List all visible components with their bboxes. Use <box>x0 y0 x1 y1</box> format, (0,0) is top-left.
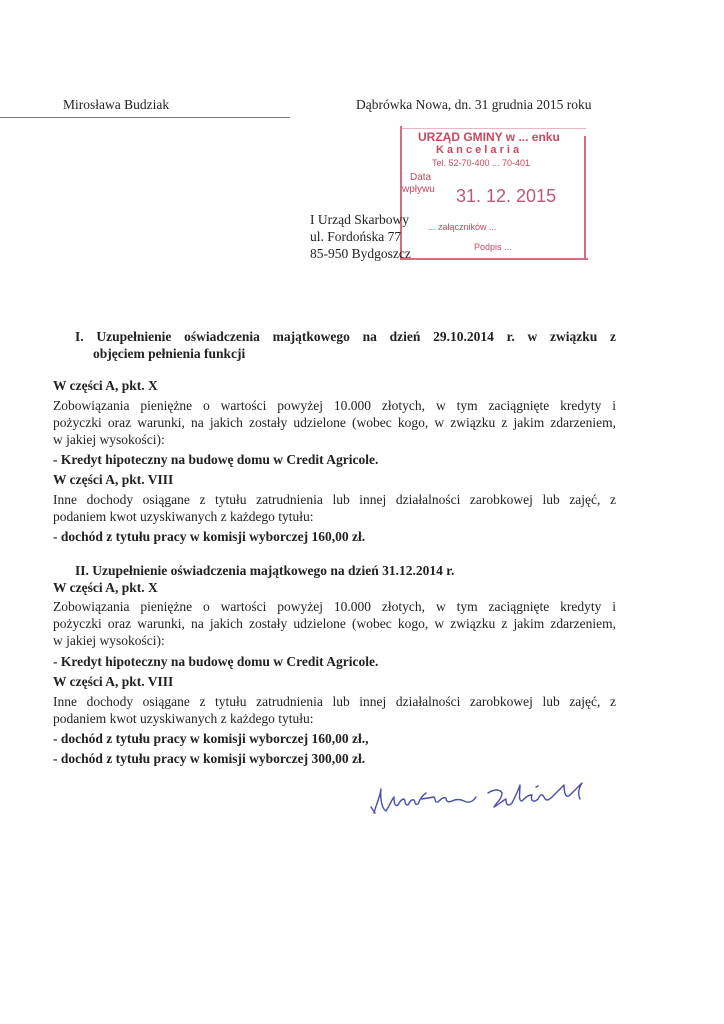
handwritten-signature <box>368 775 598 825</box>
section-1-partVIII-title: W części A, pkt. VIII <box>53 472 174 487</box>
section-2-partVIII-value-1: - dochód z tytułu pracy w komisji wyborczej 160,00 zł., <box>53 731 369 746</box>
stamp-signature: Podpis ... <box>474 242 512 252</box>
section-2-partX-value: - Kredyt hipoteczny na budowę domu w Credit Agricole. <box>53 654 379 669</box>
header-underline <box>0 117 290 118</box>
recipient-line-2: ul. Fordońska 77 <box>310 229 402 244</box>
section-1-partX-text-2: pożyczki oraz warunki, na jakich zostały udzielone (wobec kogo, w związku z jakim zdarzeniem, <box>53 415 616 430</box>
stamp-office: K a n c e l a r i a <box>436 144 520 156</box>
section-2-partVIII-value-2: - dochód z tytułu pracy w komisji wyborczej 300,00 zł. <box>53 751 366 766</box>
section-2-heading: II. Uzupełnienie oświadczenia majątkowego na dzień 31.12.2014 r. <box>75 563 455 578</box>
section-1-partVIII-text-1: Inne dochody osiągane z tytułu zatrudnienia lub innej działalności zarobkowej lub zajęć, z <box>53 492 616 507</box>
section-1-partVIII-value-1: - dochód z tytułu pracy w komisji wyborczej 160,00 zł. <box>53 529 366 544</box>
place-date: Dąbrówka Nowa, dn. 31 grudnia 2015 roku <box>356 97 592 112</box>
stamp-date: 31. 12. 2015 <box>456 186 557 206</box>
section-2-partX-text-2: pożyczki oraz warunki, na jakich zostały udzielone (wobec kogo, w związku z jakim zdarzeniem, <box>53 616 616 631</box>
section-2-partX-text-3: w jakiej wysokości): <box>53 633 165 648</box>
section-2-partX-text-1: Zobowiązania pieniężne o wartości powyżej 10.000 złotych, w tym zaciągnięte kredyty i <box>53 599 616 614</box>
section-1-partX-value: - Kredyt hipoteczny na budowę domu w Credit Agricole. <box>53 452 379 467</box>
stamp-date-label-2: wpływu <box>402 184 435 195</box>
author-name: Mirosława Budziak <box>63 97 170 112</box>
section-2-partX-title: W części A, pkt. X <box>53 580 158 595</box>
section-1-partX-text-1: Zobowiązania pieniężne o wartości powyżej 10.000 złotych, w tym zaciągnięte kredyty i <box>53 398 616 413</box>
section-1-partX-text-3: w jakiej wysokości): <box>53 432 165 447</box>
section-2-partVIII-title: W części A, pkt. VIII <box>53 674 174 689</box>
stamp-phone: Tel. 52-70-400 ... 70-401 <box>432 158 531 168</box>
stamp-attachments: ... załączników ... <box>428 222 497 232</box>
stamp-date-label-1: Data <box>410 172 432 183</box>
section-1-partVIII-text-2: podaniem kwot uzyskiwanych z każdego tytułu: <box>53 509 314 524</box>
recipient-line-1: I Urząd Skarbowy <box>310 212 409 227</box>
registry-stamp <box>398 126 588 260</box>
section-1-heading-cont: objęciem pełnienia funkcji <box>93 346 246 361</box>
stamp-title: URZĄD GMINY w ... enku <box>418 130 560 144</box>
section-2-partVIII-text-1: Inne dochody osiągane z tytułu zatrudnienia lub innej działalności zarobkowej lub zajęć, z <box>53 694 616 709</box>
recipient-line-3: 85-950 Bydgoszcz <box>310 246 411 261</box>
section-1-heading: I. Uzupełnienie oświadczenia majątkowego na dzień 29.10.2014 r. w związku z <box>75 329 616 344</box>
section-1-partX-title: W części A, pkt. X <box>53 378 158 393</box>
section-2-partVIII-text-2: podaniem kwot uzyskiwanych z każdego tytułu: <box>53 711 314 726</box>
